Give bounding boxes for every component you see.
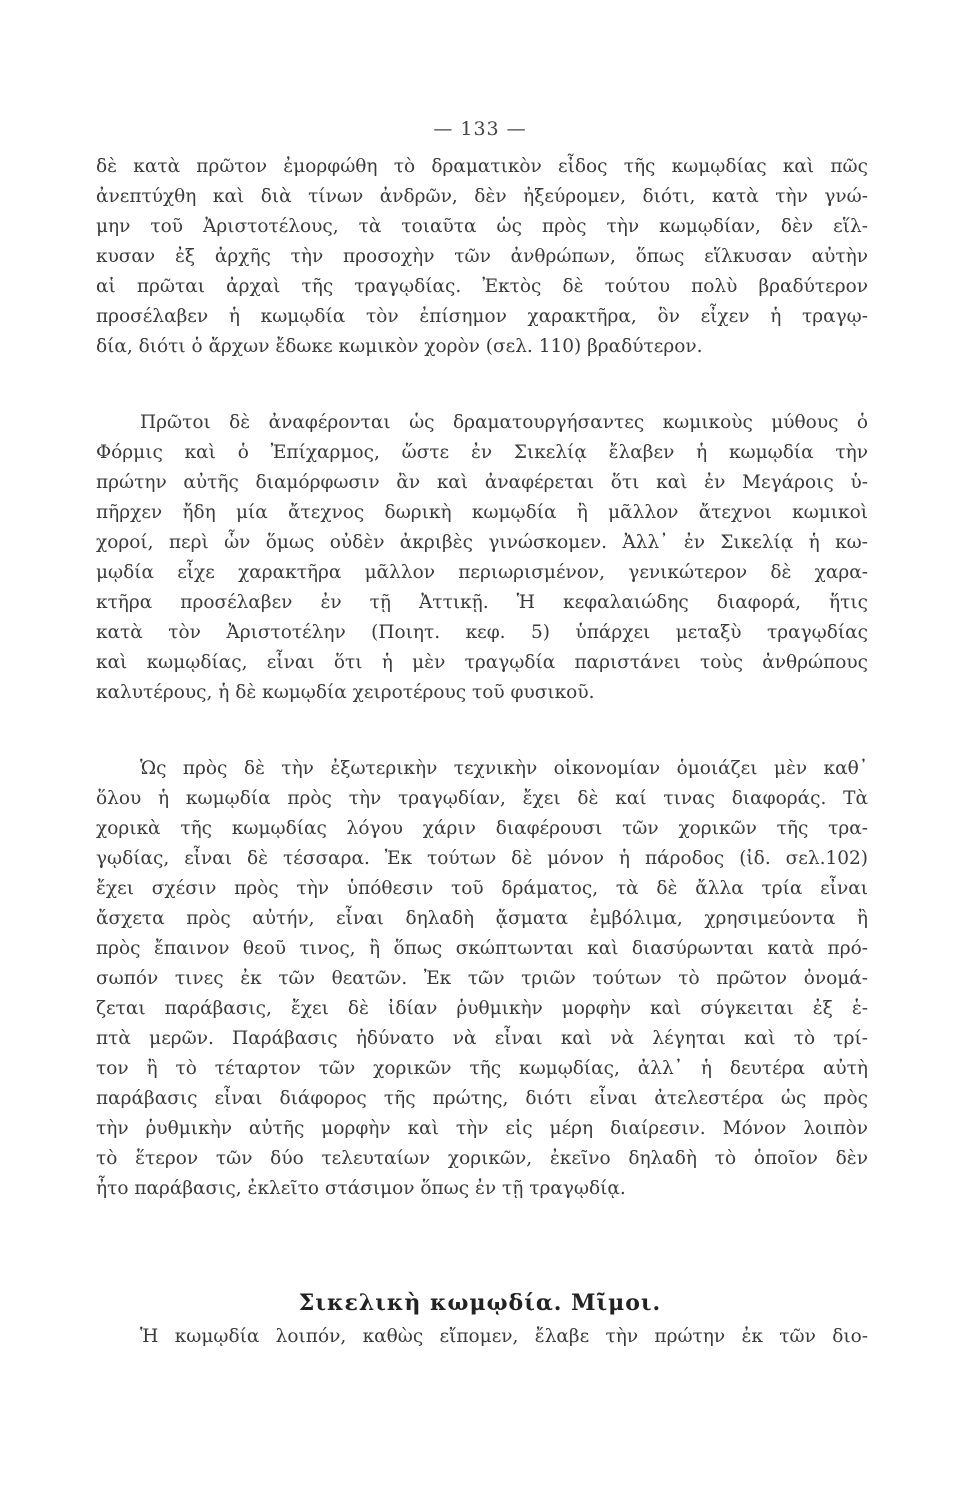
section-heading: Σικελικὴ κωμῳδία. Μῖμοι. (298, 1290, 662, 1316)
paragraph-3 (96, 754, 868, 1204)
text-line: πῆρχεν ἤδη μία ἄτεχνος δωρικὴ κωμῳδία ἢ μᾶλλον ἄτεχνοι κωμικοὶ (96, 502, 868, 523)
text-line: καὶ κωμῳδίας, εἶναι ὅτι ἡ μὲν τραγῳδία παριστάνει τοὺς ἀνθρώπους (96, 652, 868, 673)
paragraph-1 (96, 152, 868, 362)
text-line: κτῆρα προσέλαβεν ἐν τῇ Ἀττικῇ. Ἡ κεφαλαιώδης διαφορά, ἥτις (96, 592, 868, 613)
text-line: σωπόν τινες ἐκ τῶν θεατῶν. Ἐκ τῶν τριῶν τούτων τὸ πρῶτον ὀνομά- (96, 968, 868, 989)
text-line: κυσαν ἐξ ἀρχῆς τὴν προσοχὴν τῶν ἀνθρώπων, ὅπως εἵλκυσαν αὐτὴν (96, 246, 868, 267)
text-line: δὲ κατὰ πρῶτον ἐμορφώθη τὸ δραματικὸν εἶδος τῆς κωμῳδίας καὶ πῶς (96, 156, 868, 177)
text-line: ἄσχετα πρὸς αὐτήν, εἶναι δηλαδὴ ᾄσματα ἐμβόλιμα, χρησιμεύοντα ἢ (96, 908, 868, 929)
paragraph-2 (96, 408, 868, 708)
text-line: πτὰ μερῶν. Παράβασις ἠδύνατο νὰ εἶναι καὶ νὰ λέγηται καὶ τὸ τρί- (96, 1028, 868, 1049)
text-line: μῳδία εἶχε χαρακτῆρα μᾶλλον περιωρισμένον, γενικώτερον δὲ χαρα- (96, 562, 868, 583)
text-line: ἀνεπτύχθη καὶ διὰ τίνων ἀνδρῶν, δὲν ἠξεύρομεν, διότι, κατὰ τὴν γνώ- (96, 186, 868, 207)
text-line: Ὡς πρὸς δὲ τὴν ἐξωτερικὴν τεχνικὴν οἰκονομίαν ὁμοιάζει μὲν καθ᾽ (140, 758, 868, 779)
text-line: Ἡ κωμῳδία λοιπόν, καθὼς εἴπομεν, ἔλαβε τὴν πρώτην ἐκ τῶν διο- (140, 1326, 868, 1347)
text-line: προσέλαβεν ἡ κωμῳδία τὸν ἐπίσημον χαρακτῆρα, ὃν εἶχεν ἡ τραγῳ- (96, 306, 868, 327)
text-line: πρὸς ἔπαινον θεοῦ τινος, ἢ ὅπως σκώπτωνται καὶ διασύρωνται κατὰ πρό- (96, 938, 868, 959)
text-line: χοροί, περὶ ὧν ὅμως οὐδὲν ἀκριβὲς γινώσκομεν. Ἀλλ᾽ ἐν Σικελίᾳ ἡ κω- (96, 532, 868, 553)
paragraph-4 (96, 1322, 868, 1352)
text-line: παράβασις εἶναι διάφορος τῆς πρώτης, διότι εἶναι ἀτελεστέρα ὡς πρὸς (96, 1088, 868, 1109)
text-line: τον ἢ τὸ τέταρτον τῶν χορικῶν τῆς κωμῳδίας, ἀλλ᾽ ἡ δευτέρα αὐτὴ (96, 1058, 868, 1079)
page-number: — 133 — (433, 118, 527, 140)
text-line: Φόρμις καὶ ὁ Ἐπίχαρμος, ὥστε ἐν Σικελίᾳ ἔλαβεν ἡ κωμῳδία τὴν (96, 442, 868, 463)
text-line: κατὰ τὸν Ἀριστοτέλην (Ποιητ. κεφ. 5) ὑπάρχει μεταξὺ τραγῳδίας (96, 622, 868, 643)
text-line: ἔχει σχέσιν πρὸς τὴν ὑπόθεσιν τοῦ δράματος, τὰ δὲ ἄλλα τρία εἶναι (96, 878, 868, 899)
text-line: αἱ πρῶται ἀρχαὶ τῆς τραγῳδίας. Ἐκτὸς δὲ τούτου πολὺ βραδύτερον (96, 276, 868, 297)
text-line: τὴν ῥυθμικὴν αὐτῆς μορφὴν καὶ τὴν εἰς μέρη διαίρεσιν. Μόνον λοιπὸν (96, 1118, 868, 1139)
text-line: γῳδίας, εἶναι δὲ τέσσαρα. Ἐκ τούτων δὲ μόνον ἡ πάροδος (ἰδ. σελ.102) (96, 848, 868, 869)
text-line: πρώτην αὐτῆς διαμόρφωσιν ἂν καὶ ἀναφέρεται ὅτι καὶ ἐν Μεγάροις ὑ- (96, 472, 868, 493)
text-line: καλυτέρους, ἡ δὲ κωμῳδία χειροτέρους τοῦ φυσικοῦ. (96, 682, 595, 703)
text-line: τὸ ἕτερον τῶν δύο τελευταίων χορικῶν, ἐκεῖνο δηλαδὴ τὸ ὁποῖον δὲν (96, 1148, 868, 1169)
text-line: ζεται παράβασις, ἔχει δὲ ἰδίαν ῥυθμικὴν μορφὴν καὶ σύγκειται ἐξ ἑ- (96, 998, 868, 1019)
text-line: ὅλου ἡ κωμῳδία πρὸς τὴν τραγῳδίαν, ἔχει δὲ καί τινας διαφοράς. Τὰ (96, 788, 868, 809)
text-line: δία, διότι ὁ ἄρχων ἔδωκε κωμικὸν χορὸν (σελ. 110) βραδύτερον. (96, 336, 703, 357)
text-line: ἦτο παράβασις, ἐκλεῖτο στάσιμον ὅπως ἐν τῇ τραγῳδίᾳ. (96, 1178, 626, 1199)
text-line: μην τοῦ Ἀριστοτέλους, τὰ τοιαῦτα ὡς πρὸς τὴν κωμῳδίαν, δὲν εἵλ- (96, 216, 868, 237)
text-line: χορικὰ τῆς κωμῳδίας λόγου χάριν διαφέρουσι τῶν χορικῶν τῆς τρα- (96, 818, 868, 839)
text-line: Πρῶτοι δὲ ἀναφέρονται ὡς δραματουργήσαντες κωμικοὺς μύθους ὁ (140, 412, 868, 433)
